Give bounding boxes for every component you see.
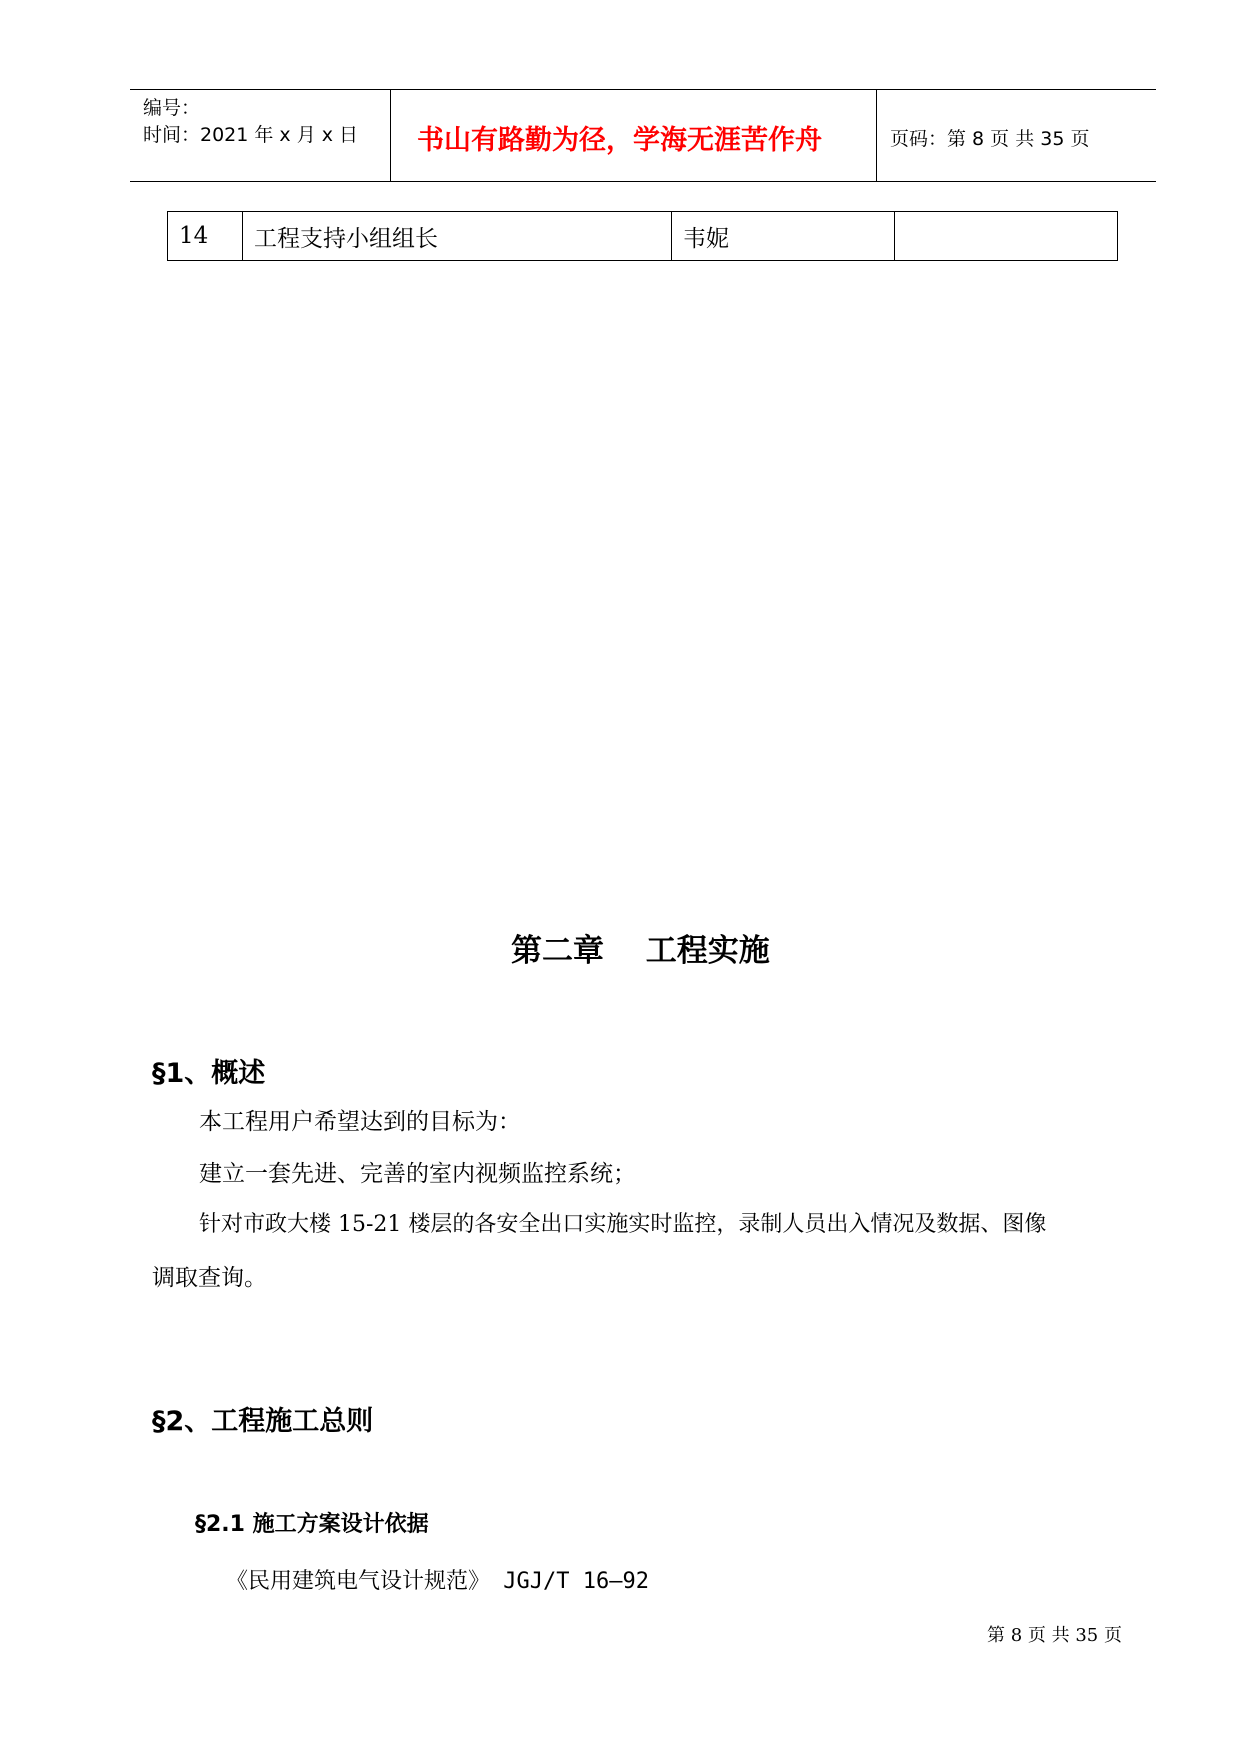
chapter-title: 第二章 工程实施 [511,933,770,969]
staff-table [167,211,1118,261]
section2-heading: §2、工程施工总则 [152,1406,374,1437]
header-top-rule [130,89,1156,90]
header-number-label: 编号： [143,97,201,119]
section2-1-heading: §2.1 施工方案设计依据 [195,1512,429,1537]
section2-1-item: 《民用建筑电气设计规范》 JGJ/T 16—92 [226,1569,649,1594]
header-page-label: 页码：第 8 页 共 35 页 [890,128,1090,150]
section1-paragraph-1: 本工程用户希望达到的目标为： [199,1109,521,1135]
table-cell-no: 14 [168,212,243,261]
header-divider-right [876,89,877,182]
header-motto: 书山有路勤为径，学海无涯苦作舟 [417,125,822,156]
table-row [168,212,1118,261]
table-cell-name: 韦妮 [672,212,895,261]
section1-paragraph-2: 建立一套先进、完善的室内视频监控系统； [199,1161,636,1187]
header-bottom-rule [130,181,1156,182]
table-cell-note [895,212,1118,261]
section1-heading: §1、概述 [152,1058,266,1089]
section1-paragraph-3: 针对市政大楼 15-21 楼层的各安全出口实施实时监控，录制人员出入情况及数据、图像 [199,1212,1047,1237]
header-time-label: 时间：2021 年 x 月 x 日 [143,124,359,146]
header-divider-left [390,89,391,182]
page-footer: 第 8 页 共 35 页 [987,1625,1122,1646]
section1-paragraph-4: 调取查询。 [152,1265,267,1291]
table-cell-role: 工程支持小组组长 [243,212,672,261]
